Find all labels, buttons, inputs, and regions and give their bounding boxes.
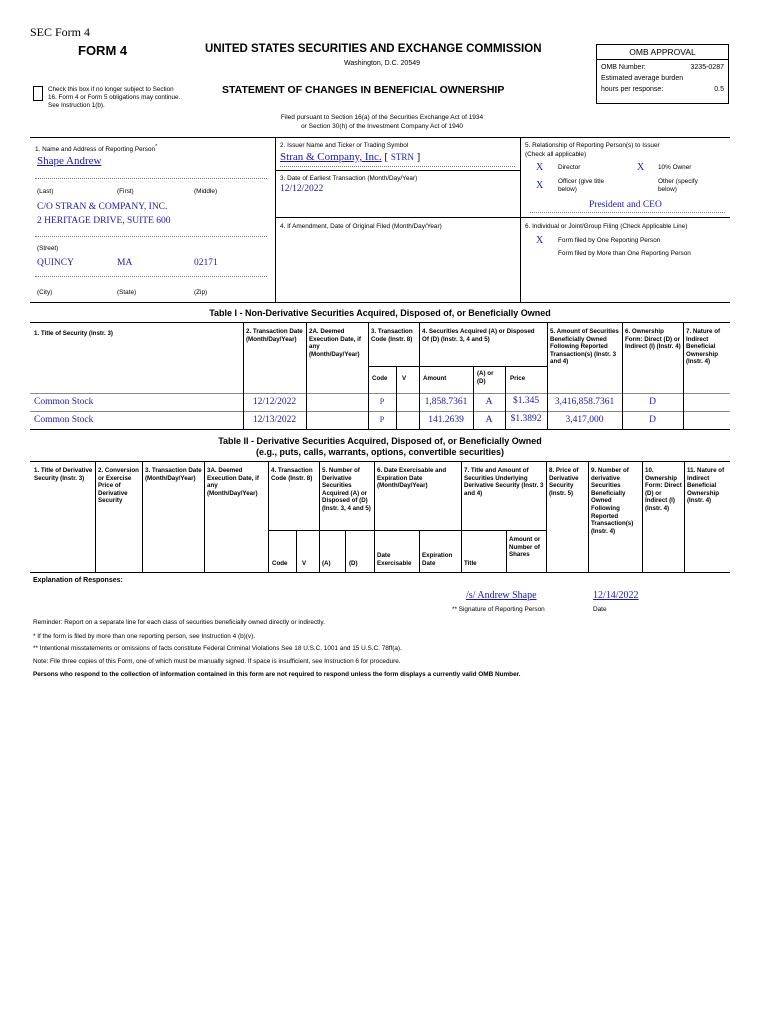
explanation-heading: Explanation of Responses: (33, 577, 123, 584)
t1-h7: 7. Nature of Indirect Beneficial Ownership (Instr. 4) (686, 328, 721, 366)
section16-checkbox[interactable] (33, 86, 43, 101)
signature-date: 12/14/2022 (593, 590, 639, 601)
box5-label-1: 5. Relationship of Reporting Person(s) to Issuer (525, 142, 660, 149)
address-line-1: C/O STRAN & COMPANY, INC. (37, 202, 168, 212)
t1-h1: 1. Title of Security (Instr. 3) (34, 330, 113, 337)
reporting-person-name: Shape Andrew (37, 155, 102, 167)
box1-label-text: 1. Name and Address of Reporting Person (35, 146, 156, 154)
t1-h6: 6. Ownership Form: Direct (D) or Indirect (I) (Instr. 4) (625, 328, 681, 351)
t1-r1-code: P (379, 397, 385, 406)
omb-number-label: OMB Number: (601, 64, 646, 71)
t2-h8: 8. Price of Derivative Security (Instr. 5) (549, 467, 579, 497)
filed-pursuant (232, 113, 532, 131)
table2-title: Table II - Derivative Securities Acquired, Disposed of, or Beneficially Owned (218, 436, 542, 446)
t1-r1-date: 12/12/2022 (252, 397, 297, 407)
other-label-1: Other (specify (658, 178, 698, 185)
t1-r2-date: 12/13/2022 (252, 415, 297, 425)
t2-h6: 6. Date Exercisable and Expiration Date (Month/Day/Year) (377, 467, 447, 490)
other-label (658, 178, 698, 194)
t1-h5: 5. Amount of Securities Beneficially Owned Following Reported Transaction(s) (Instr. 3 and 4) (550, 328, 619, 366)
t1-r1-owned: 3,416,858.7361 (554, 397, 615, 407)
t1-r2-owned: 3,417,000 (565, 415, 604, 425)
zip: 02171 (194, 258, 218, 268)
section16-note: Check this box if no longer subject to Section 16. Form 4 or Form 5 obligations may continue. See Instruction 1(b). (48, 86, 181, 109)
t2-h1: 1. Title of Derivative Security (Instr. 3) (34, 467, 93, 482)
t1-sub-amount: Amount (423, 375, 447, 382)
t1-r1-form: D (649, 397, 656, 407)
t2-sub-amount: Amount or Number of Shares (509, 536, 541, 559)
box6-label: 6. Individual or Joint/Group Filing (Check Applicable Line) (525, 223, 688, 230)
omb-hours-label: hours per response: (601, 86, 664, 93)
t1-r1-ad: A (485, 397, 493, 407)
city: QUINCY (37, 258, 74, 268)
box1-label (35, 143, 157, 154)
one-person-label: Form filed by One Reporting Person (558, 237, 661, 244)
t2-sub-d: (D) (349, 560, 358, 567)
officer-check[interactable]: X (536, 180, 544, 191)
t2-h3: 3. Transaction Date (Month/Day/Year) (145, 467, 202, 482)
earliest-transaction-date: 12/12/2022 (280, 184, 324, 194)
officer-title: President and CEO (589, 200, 662, 210)
officer-label (558, 178, 604, 194)
t1-sub-price: Price (510, 375, 526, 382)
t2-h10: 10. Ownership Form: Direct (D) or Indirect (I) (Instr. 4) (645, 467, 682, 512)
first-label: (First) (117, 188, 134, 195)
ticker-close: ] (416, 151, 421, 163)
t1-r2-form: D (649, 415, 656, 425)
ten-percent-owner-check[interactable]: X (637, 162, 645, 173)
t1-h2: 2. Transaction Date (Month/Day/Year) (246, 328, 303, 343)
t1-r1-amount: 1,858.7361 (424, 397, 468, 407)
document-label: SEC Form 4 (30, 25, 91, 39)
statement-title: STATEMENT OF CHANGES IN BENEFICIAL OWNERSHIP (222, 84, 505, 96)
agency-city: Washington, D.C. 20549 (344, 60, 421, 67)
t2-h7: 7. Title and Amount of Securities Underlying Derivative Security (Instr. 3 and 4) (464, 467, 544, 497)
street-label: (Street) (37, 245, 59, 252)
multi-person-label: Form filed by More than One Reporting Person (558, 250, 691, 257)
zip-label: (Zip) (194, 289, 208, 296)
t1-r2-amount: 141.2639 (428, 415, 464, 425)
box5-label-2: (Check all applicable) (525, 151, 587, 158)
signature-label: ** Signature of Reporting Person (452, 606, 545, 613)
omb-approval-box (596, 44, 729, 104)
middle-label: (Middle) (194, 188, 218, 195)
note-omb: Persons who respond to the collection of information contained in this form are not required to respond unless the form displays a currently valid OMB Number. (33, 671, 521, 678)
t2-sub-expiration: Expiration Date (422, 552, 453, 567)
filed-line-1: Filed pursuant to Section 16(a) of the Securities Exchange Act of 1934 (280, 114, 484, 121)
t1-h3: 3. Transaction Code (Instr. 8) (371, 328, 413, 343)
note-copies: Note: File three copies of this Form, one of which must be manually signed. If space is insufficient, see Instruction 6 for procedure. (33, 658, 401, 665)
ten-percent-owner-label: 10% Owner (658, 164, 692, 171)
t2-h9: 9. Number of derivative Securities Beneficially Owned Following Reported Transaction(s) (Instr. 4) (591, 467, 634, 535)
t1-r2-code: P (379, 415, 385, 424)
note-misstatements: ** Intentional misstatements or omissions of facts constitute Federal Criminal Violations See 18 U.S.C. 1001 and 15 U.S.C. 78ff(a). (33, 645, 402, 652)
table1-title: Table I - Non-Derivative Securities Acquired, Disposed of, or Beneficially Owned (209, 308, 551, 318)
omb-burden-label: Estimated average burden (601, 75, 684, 82)
t2-sub-exercisable: Date Exercisable (377, 552, 412, 567)
form-title: FORM 4 (78, 43, 128, 58)
ticker-open: [ (384, 151, 389, 163)
officer-label-1: Officer (give title (558, 178, 605, 185)
box1-star: * (155, 144, 158, 150)
issuer-name: Stran & Company, Inc. (280, 151, 382, 163)
director-check[interactable]: X (536, 162, 544, 173)
last-label: (Last) (37, 188, 54, 195)
box4-label: 4. If Amendment, Date of Original Filed (Month/Day/Year) (280, 223, 442, 230)
date-label: Date (593, 606, 607, 613)
t1-h4: 4. Securities Acquired (A) or Disposed Of (D) (Instr. 3, 4 and 5) (422, 328, 535, 343)
omb-number: 3235-0287 (690, 64, 724, 71)
box3-label: 3. Date of Earliest Transaction (Month/Day/Year) (280, 175, 418, 182)
t2-h11: 11. Nature of Indirect Beneficial Ownership (Instr. 4) (687, 467, 725, 505)
t1-sub-v: V (402, 375, 407, 382)
one-person-check[interactable]: X (536, 235, 544, 246)
note-reminder: Reminder: Report on a separate line for each class of securities beneficially owned directly or indirectly. (33, 619, 325, 626)
address-line-2: 2 HERITAGE DRIVE, SUITE 600 (37, 216, 171, 226)
agency-title: UNITED STATES SECURITIES AND EXCHANGE COMMISSION (205, 43, 542, 55)
t2-h3a: 3A. Deemed Execution Date, if any (Month/Day/Year) (207, 467, 259, 497)
table-row: Common Stock (34, 397, 94, 407)
other-label-2: below) (658, 186, 677, 193)
omb-title: OMB APPROVAL (597, 45, 728, 60)
filed-line-2: or Section 30(h) of the Investment Company Act of 1940 (301, 123, 463, 130)
box2-label: 2. Issuer Name and Ticker or Trading Symbol (280, 142, 409, 149)
note-multiple-persons: * If the form is filed by more than one reporting person, see Instruction 4 (b)(v). (33, 633, 255, 640)
t2-h4: 4. Transaction Code (Instr. 8) (271, 467, 313, 482)
omb-hours: 0.5 (714, 86, 724, 93)
city-label: (City) (37, 289, 53, 296)
director-label: Director (558, 164, 581, 171)
t1-h2a: 2A. Deemed Execution Date, if any (Month/Day/Year) (309, 328, 361, 358)
state: MA (117, 258, 133, 268)
t2-h5: 5. Number of Derivative Securities Acquired (A) or Disposed of (D) (Instr. 3, 4 and 5) (322, 467, 371, 512)
t2-h2: 2. Conversion or Exercise Price of Derivative Security (98, 467, 139, 505)
ticker-symbol: STRN (390, 152, 414, 162)
t1-r2-ad: A (485, 415, 493, 425)
t2-sub-v: V (302, 560, 307, 567)
t2-sub-code: Code (272, 560, 288, 567)
t2-sub-title: Title (464, 560, 477, 567)
officer-label-2: below) (558, 186, 577, 193)
state-label: (State) (117, 289, 137, 296)
t2-sub-a: (A) (322, 560, 331, 567)
table2-subtitle: (e.g., puts, calls, warrants, options, convertible securities) (255, 447, 505, 457)
table-row: Common Stock (34, 415, 94, 425)
t1-r2-price: $1.3892 (510, 414, 542, 424)
t1-sub-ad: (A) or (D) (477, 370, 494, 385)
t1-sub-code: Code (372, 375, 388, 382)
signature-name: /s/ Andrew Shape (466, 590, 537, 601)
issuer-line (280, 151, 420, 163)
t1-r1-price: $1.345 (512, 396, 540, 406)
